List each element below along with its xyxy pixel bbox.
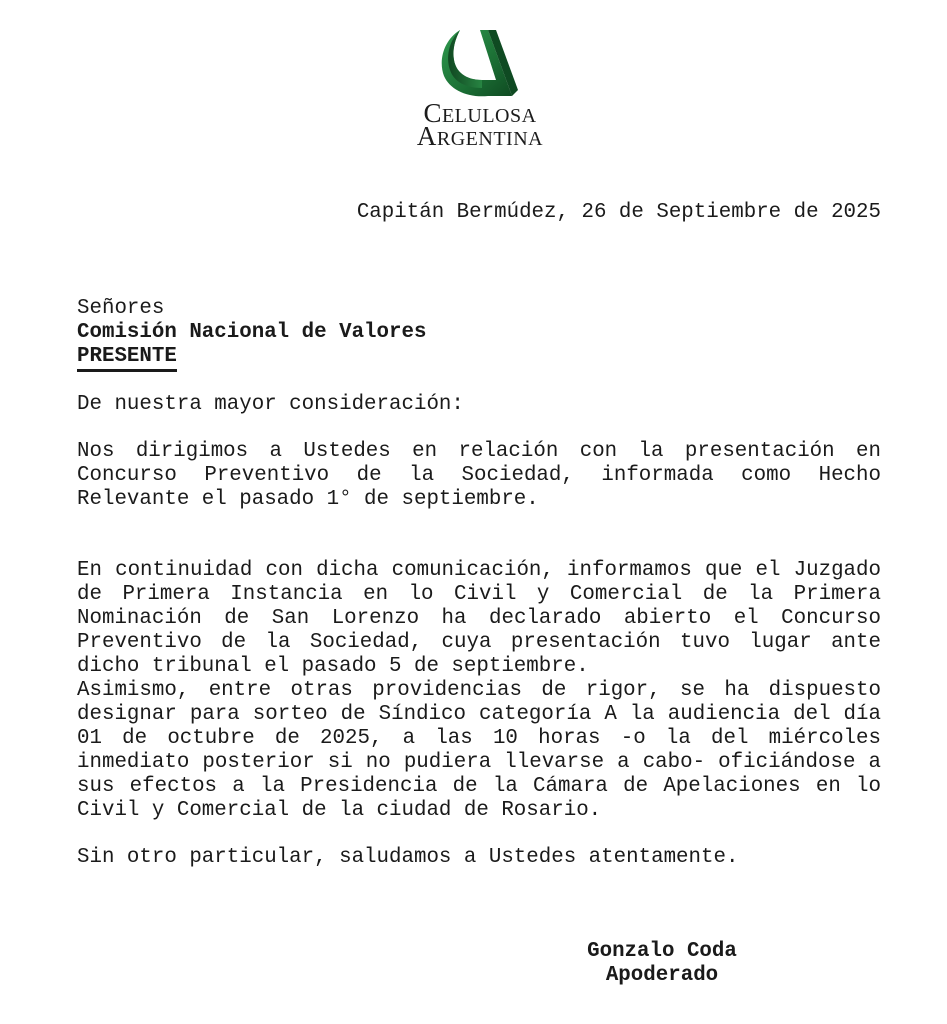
recipient: Comisión Nacional de Valores (77, 321, 427, 344)
logo-text-line-1: CELULOSA (423, 98, 537, 128)
presente-heading: PRESENTE (77, 345, 177, 368)
closing-paragraph: Sin otro particular, saludamos a Ustedes atentamente. (77, 846, 739, 869)
signatory-title: Apoderado (605, 964, 719, 987)
signature-block (570, 940, 754, 988)
place-date: Capitán Bermúdez, 26 de Septiembre de 2025 (356, 201, 881, 224)
greeting: De nuestra mayor consideración: (77, 393, 464, 416)
paragraph-1: Nos dirigimos a Ustedes en relación con la presentación en Concurso Preventivo de la Sociedad, informada como Hecho Relevante el pasado 1° de septiembre. (77, 440, 881, 511)
paragraph-3: Asimismo, entre otras providencias de rigor, se ha dispuesto designar para sorteo de Síndico categoría A la audiencia del día 01 de octubre de 2025, a las 10 horas -o la del miércoles inmediato posterior si no pudiera llevarse a cabo- oficiándose a sus efectos a la Presidencia de la Cámara de Apelaciones en lo Civil y Comercial de la ciudad de Rosario. (77, 679, 881, 822)
logo-emblem-icon (438, 26, 522, 100)
recipient-block (77, 297, 426, 370)
signatory-name: Gonzalo Coda (587, 940, 737, 963)
company-logo (400, 26, 560, 154)
paragraph-2: En continuidad con dicha comunicación, informamos que el Juzgado de Primera Instancia en lo Civil y Comercial de la Primera Nominación de San Lorenzo ha declarado abierto el Concurso Preventivo de la Sociedad, cuya presentación tuvo lugar ante dicho tribunal el pasado 5 de septiembre. (77, 559, 881, 678)
salutation: Señores (77, 297, 165, 320)
logo-text-line-2: ARGENTINA (416, 121, 544, 151)
